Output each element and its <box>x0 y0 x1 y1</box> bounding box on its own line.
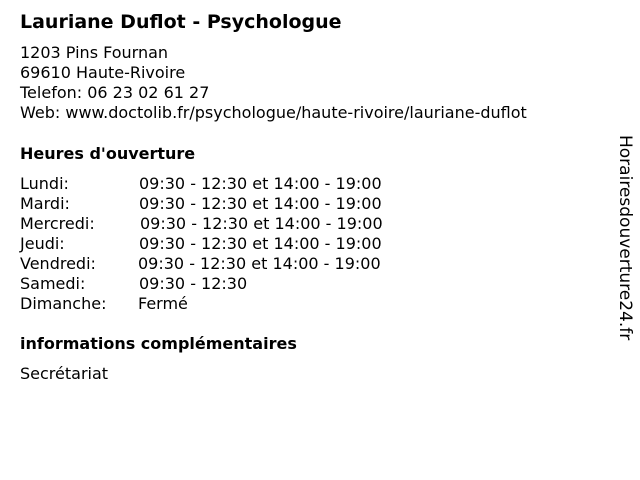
hours-row-thursday <box>20 234 440 254</box>
hours-value: 09:30 - 12:30 et 14:00 - 19:00 <box>139 194 382 213</box>
site-watermark <box>610 135 636 375</box>
hours-value: 09:30 - 12:30 <box>139 274 248 293</box>
hours-row-tuesday <box>20 194 440 214</box>
hours-row-saturday <box>20 274 440 294</box>
opening-hours-heading: Heures d'ouverture <box>20 144 196 163</box>
watermark-text: Horairesdouverture24.fr <box>615 135 635 341</box>
hours-value: Fermé <box>138 294 188 313</box>
day-label: Mardi: <box>20 194 70 213</box>
day-label: Mercredi: <box>20 214 95 233</box>
hours-row-sunday <box>20 294 440 314</box>
hours-row-wednesday <box>20 214 440 234</box>
phone-number: Telefon: 06 23 02 61 27 <box>20 83 210 102</box>
day-label: Lundi: <box>20 174 69 193</box>
hours-row-friday <box>20 254 440 274</box>
hours-value: 09:30 - 12:30 et 14:00 - 19:00 <box>139 174 382 193</box>
additional-info-text: Secrétariat <box>20 364 109 383</box>
address-block <box>20 43 527 123</box>
hours-row-monday <box>20 174 440 194</box>
additional-info-heading: informations complémentaires <box>20 334 297 353</box>
day-label: Vendredi: <box>20 254 96 273</box>
day-label: Dimanche: <box>20 294 107 313</box>
hours-value: 09:30 - 12:30 et 14:00 - 19:00 <box>140 214 383 233</box>
opening-hours-table <box>20 174 440 314</box>
day-label: Samedi: <box>20 274 86 293</box>
day-label: Jeudi: <box>20 234 65 253</box>
street-address: 1203 Pins Fournan <box>20 43 169 62</box>
business-title: Lauriane Duflot - Psychologue <box>20 11 342 33</box>
hours-value: 09:30 - 12:30 et 14:00 - 19:00 <box>139 234 382 253</box>
website-link[interactable]: Web: www.doctolib.fr/psychologue/haute-rivoire/lauriane-duflot <box>20 103 527 122</box>
hours-value: 09:30 - 12:30 et 14:00 - 19:00 <box>138 254 381 273</box>
city-address: 69610 Haute-Rivoire <box>20 63 186 82</box>
